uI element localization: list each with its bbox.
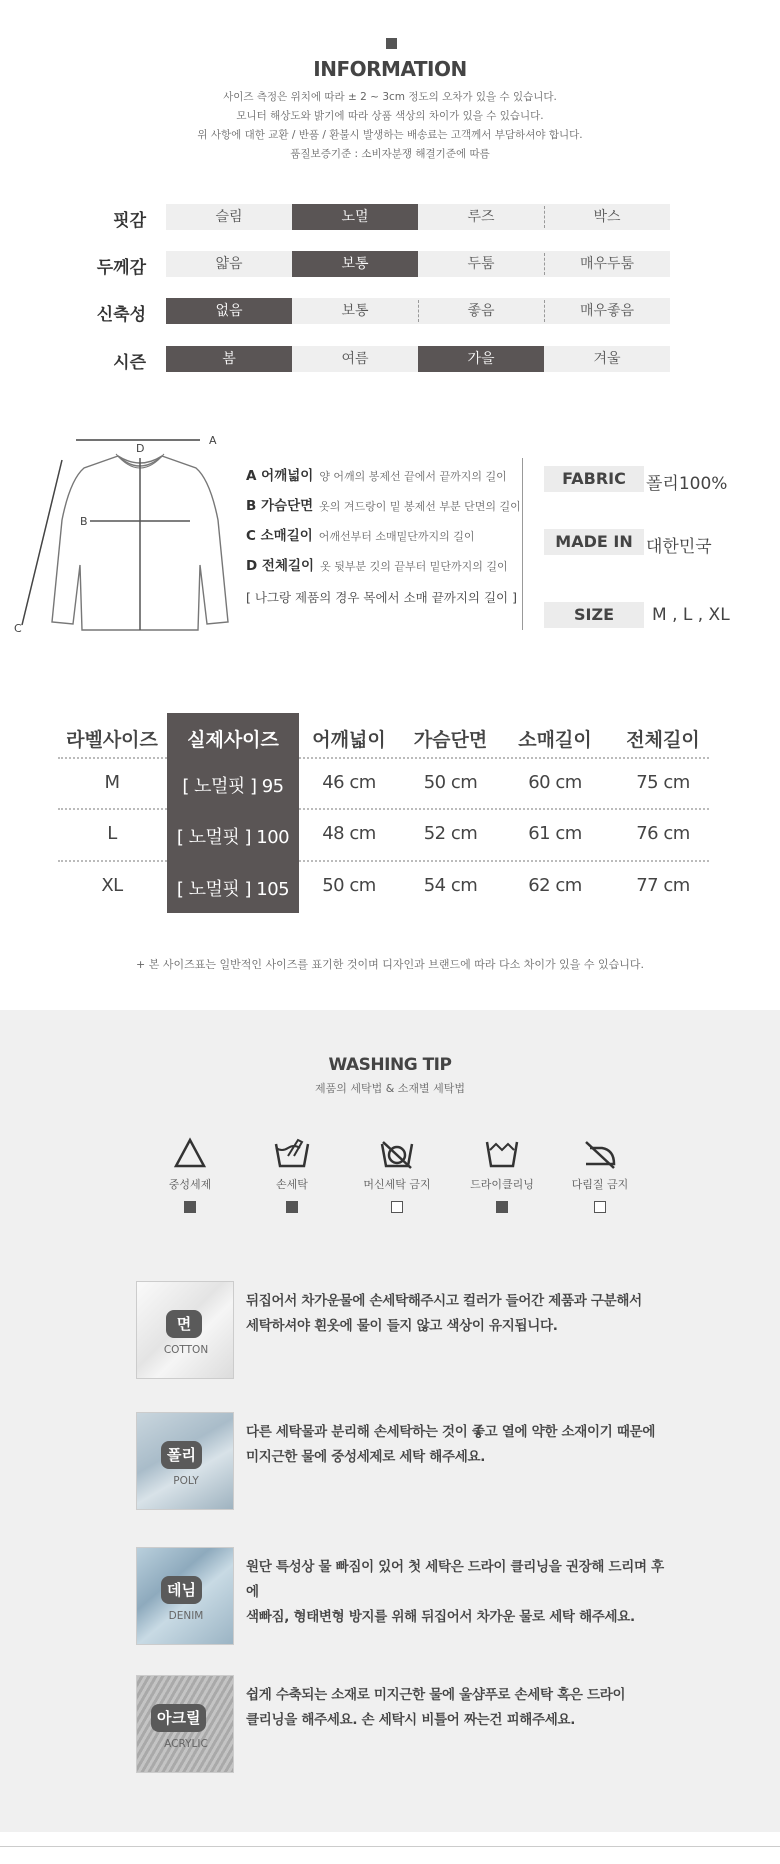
size-table-cell: 46 cm <box>322 772 376 793</box>
size-table-header: 소매길이 <box>518 729 592 751</box>
size-table-cell: [ 노멀핏 ] 95 <box>182 776 284 797</box>
info-line: 위 사항에 대한 교환 / 반품 / 환불시 발생하는 배송료는 고객께서 부담하셔야 합니다. <box>197 129 583 141</box>
made-in-key: MADE IN <box>544 529 644 555</box>
option-value: 매우좋음 <box>544 298 670 324</box>
washing-icon-label: 드라이클리닝 <box>470 1178 534 1191</box>
info-line: 사이즈 측정은 위치에 따라 ± 2 ~ 3cm 정도의 오차가 있을 수 있습니다. <box>223 91 557 103</box>
neutral-detergent-icon <box>170 1136 210 1170</box>
option-value: 겨울 <box>544 346 670 372</box>
material-description-line: 뒤집어서 차가운물에 손세탁해주시고 컬러가 들어간 제품과 구분해서 <box>246 1293 642 1309</box>
size-value: M , L , XL <box>652 605 730 625</box>
washing-icon-label: 손세탁 <box>276 1178 308 1191</box>
size-table-row-divider <box>58 757 167 759</box>
washing-icon-label: 다림질 금지 <box>571 1178 629 1191</box>
material-image <box>136 1547 234 1645</box>
hand-wash-icon <box>272 1136 312 1170</box>
option-value: 슬림 <box>166 204 292 230</box>
info-marker <box>386 38 397 49</box>
diagram-label-c: C <box>14 622 22 635</box>
option-value: 보통 <box>292 298 418 324</box>
info-notice <box>0 88 780 164</box>
made-in-value: 대한민국 <box>646 537 712 557</box>
option-label: 핏감 <box>113 211 146 231</box>
option-divider <box>418 300 419 322</box>
option-divider <box>544 300 545 322</box>
washing-checkbox <box>594 1201 606 1213</box>
material-description-line: 색빠짐, 형태변형 방지를 위해 뒤집어서 차가운 물로 세탁 해주세요. <box>246 1609 635 1625</box>
size-table-cell: 75 cm <box>636 772 690 793</box>
size-table-cell: 52 cm <box>423 823 478 844</box>
measure-item: A 어깨넓이 양 어깨의 봉제선 끝에서 끝까지의 길이 <box>246 468 507 484</box>
option-value: 박스 <box>544 204 670 230</box>
option-label: 시즌 <box>113 353 146 373</box>
size-table-cell: [ 노멀핏 ] 105 <box>176 879 290 900</box>
option-value: 노멀 <box>292 204 418 230</box>
size-key: SIZE <box>544 602 644 628</box>
measure-list <box>246 464 521 606</box>
size-table-cell: 50 cm <box>423 772 478 793</box>
washing-icon-label: 중성세제 <box>168 1178 212 1191</box>
material-description <box>246 1289 666 1339</box>
size-table-cell: 76 cm <box>636 823 690 844</box>
size-table-row-divider <box>58 860 167 862</box>
size-table-header: 전체길이 <box>626 729 700 751</box>
measure-item: D 전체길이 옷 뒷부분 깃의 끝부터 밑단까지의 길이 <box>246 558 508 574</box>
material-description <box>246 1683 666 1733</box>
material-description <box>246 1420 666 1470</box>
diagram-label-a: A <box>209 434 217 447</box>
size-table-header: 가슴단면 <box>413 729 488 751</box>
material-english-name: DENIM <box>168 1610 204 1622</box>
diagram-label-b: B <box>80 515 88 528</box>
material-image <box>136 1412 234 1510</box>
option-divider <box>544 206 545 228</box>
option-label: 신축성 <box>96 305 146 325</box>
material-description-line: 클리닝을 해주세요. 손 세탁시 비틀어 짜는건 피해주세요. <box>246 1712 576 1728</box>
material-english-name: POLY <box>173 1475 199 1487</box>
info-title: INFORMATION <box>313 57 467 81</box>
material-description <box>246 1555 666 1630</box>
material-image <box>136 1675 234 1773</box>
size-table-row-divider <box>299 757 709 759</box>
material-description-line: 원단 특성상 물 빠짐이 있어 첫 세탁은 드라이 클리닝을 권장해 드리며 후에 <box>246 1559 664 1600</box>
option-value: 여름 <box>292 346 418 372</box>
garment-diagram <box>10 430 240 640</box>
material-badge: 폴리 <box>161 1441 202 1469</box>
no-ironing-icon <box>580 1136 620 1170</box>
material-description-line: 세탁하셔야 흰옷에 물이 들지 않고 색상이 유지됩니다. <box>246 1318 558 1334</box>
washing-checkbox <box>286 1201 298 1213</box>
size-table-row-divider <box>299 860 709 862</box>
material-badge: 데님 <box>161 1576 202 1604</box>
material-description-line: 미지근한 물에 중성세제로 세탁 해주세요. <box>246 1449 486 1465</box>
info-line: 품질보증기준 : 소비자분쟁 해결기준에 따름 <box>290 148 490 160</box>
washing-title: WASHING TIP <box>328 1055 452 1075</box>
material-description-line: 다른 세탁물과 분리해 손세탁하는 것이 좋고 열에 약한 소재이기 때문에 <box>246 1424 656 1440</box>
size-table-cell: XL <box>101 875 123 896</box>
size-table-header: 어깨넓이 <box>312 729 386 751</box>
size-table-row-divider <box>58 808 167 810</box>
diagram-label-d: D <box>136 442 145 455</box>
washing-checkbox <box>391 1201 403 1213</box>
size-table-cell: 77 cm <box>636 875 690 896</box>
option-value: 봄 <box>166 346 292 372</box>
option-divider <box>544 253 545 275</box>
dry-cleaning-icon <box>482 1136 522 1170</box>
option-value: 매우두툼 <box>544 251 670 277</box>
washing-checkbox <box>184 1201 196 1213</box>
option-label: 두께감 <box>96 258 146 278</box>
washing-subtitle: 제품의 세탁법 & 소재별 세탁법 <box>314 1082 466 1095</box>
size-table-cell: [ 노멀핏 ] 100 <box>176 827 290 848</box>
washing-icon-label: 머신세탁 금지 <box>363 1178 431 1191</box>
material-image <box>136 1281 234 1379</box>
size-note: + 본 사이즈표는 일반적인 사이즈를 표기한 것이며 디자인과 브랜드에 따라 다소 차이가 있을 수 있습니다. <box>136 958 644 971</box>
size-table-header: 라벨사이즈 <box>66 729 158 751</box>
size-table-cell: M <box>104 772 120 793</box>
raglan-note: [ 나그랑 제품의 경우 목에서 소매 끝까지의 길이 ] <box>246 590 517 605</box>
size-table-cell: 60 cm <box>528 772 582 793</box>
option-value: 가을 <box>418 346 544 372</box>
measure-item: C 소매길이 어깨선부터 소매밑단까지의 길이 <box>246 528 475 544</box>
option-value: 두툼 <box>418 251 544 277</box>
fabric-key: FABRIC <box>544 466 644 492</box>
material-description-line: 쉽게 수축되는 소재로 미지근한 물에 울샴푸로 손세탁 혹은 드라이 <box>246 1687 626 1703</box>
option-value: 보통 <box>292 251 418 277</box>
option-value: 루즈 <box>418 204 544 230</box>
size-table-row-divider <box>299 808 709 810</box>
size-table-cell: L <box>107 823 117 844</box>
size-table-cell: 50 cm <box>322 875 376 896</box>
bottom-divider <box>0 1846 780 1847</box>
material-badge: 아크릴 <box>151 1704 206 1732</box>
material-badge: 면 <box>166 1310 202 1338</box>
material-english-name: COTTON <box>163 1344 209 1356</box>
measure-item: B 가슴단면 옷의 겨드랑이 밑 봉제선 부분 단면의 길이 <box>246 498 521 514</box>
option-value: 얇음 <box>166 251 292 277</box>
vertical-divider <box>522 458 523 630</box>
info-line: 모니터 해상도와 밝기에 따라 상품 색상의 차이가 있을 수 있습니다. <box>236 110 544 122</box>
option-value: 좋음 <box>418 298 544 324</box>
size-table-cell: 61 cm <box>528 823 582 844</box>
no-machine-wash-icon <box>377 1136 417 1170</box>
size-table-cell: 62 cm <box>528 875 582 896</box>
washing-checkbox <box>496 1201 508 1213</box>
size-table-header: 실제사이즈 <box>187 729 279 751</box>
fabric-value: 폴리100% <box>646 474 728 494</box>
option-value: 없음 <box>166 298 292 324</box>
material-english-name: ACRYLIC <box>164 1738 208 1750</box>
size-table-cell: 54 cm <box>423 875 478 896</box>
size-table-cell: 48 cm <box>322 823 376 844</box>
